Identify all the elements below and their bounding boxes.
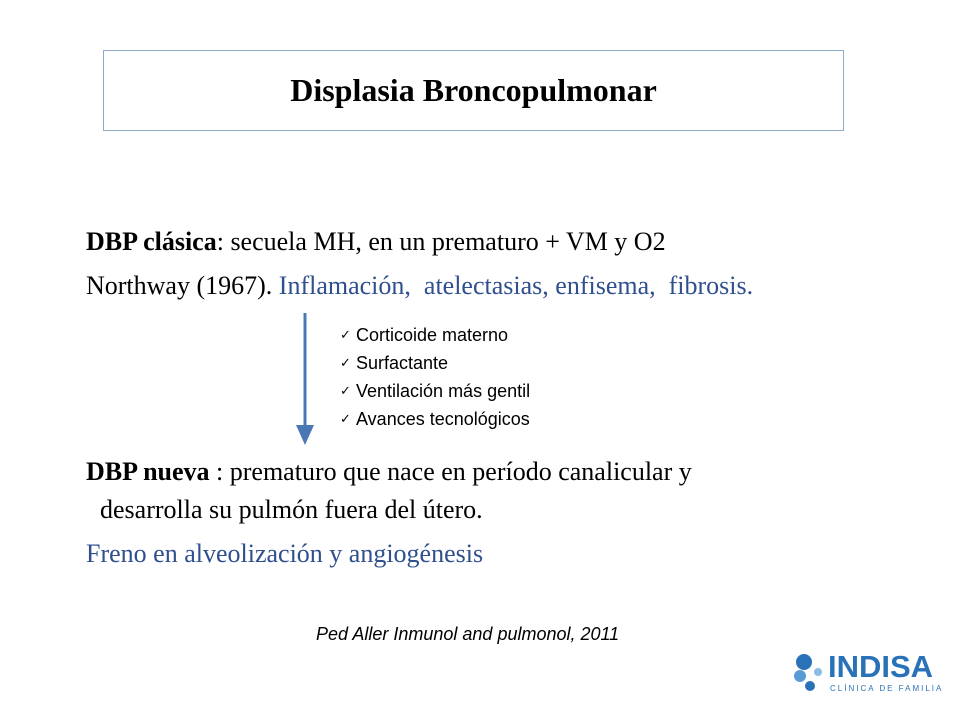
- slide-title: Displasia Broncopulmonar: [290, 72, 657, 108]
- factor-list: [340, 321, 530, 433]
- new-text: : prematuro que nace en período canalicular y: [209, 457, 692, 486]
- factor-label: Surfactante: [356, 353, 449, 373]
- down-arrow-icon: [290, 313, 320, 447]
- logo-wordmark: INDISA: [828, 649, 934, 684]
- citation: Ped Aller Inmunol and pulmonol, 2011: [316, 624, 620, 644]
- checkmark-icon: ✓: [340, 355, 351, 370]
- classic-label: DBP clásica: [86, 227, 217, 256]
- northway-findings: Inflamación, atelectasias, enfisema, fibrosis.: [278, 271, 754, 300]
- title-box: [103, 50, 844, 131]
- northway-line: [86, 270, 753, 302]
- list-item: [340, 405, 530, 433]
- new-line-cont: [100, 494, 483, 526]
- checkmark-icon: ✓: [340, 383, 351, 398]
- northway-text: Northway (1967).: [86, 271, 279, 300]
- classic-line: [86, 226, 666, 258]
- factor-label: Avances tecnológicos: [356, 409, 530, 429]
- list-item: [340, 377, 530, 405]
- new-label: DBP nueva: [86, 457, 210, 486]
- list-item: [340, 349, 530, 377]
- checkmark-icon: ✓: [340, 327, 351, 342]
- new-line: [86, 456, 692, 488]
- new-text-cont: desarrolla su pulmón fuera del útero.: [100, 495, 483, 524]
- checkmark-icon: ✓: [340, 411, 351, 426]
- arrest-line: [86, 538, 483, 570]
- logo-tagline: CLÍNICA DE FAMILIA: [830, 684, 944, 693]
- list-item: [340, 321, 530, 349]
- factor-label: Corticoide materno: [356, 325, 509, 345]
- classic-text: : secuela MH, en un prematuro + VM y O2: [216, 227, 666, 256]
- factor-label: Ventilación más gentil: [356, 381, 531, 401]
- arrest-text: Freno en alveolización y angiogénesis: [86, 539, 484, 568]
